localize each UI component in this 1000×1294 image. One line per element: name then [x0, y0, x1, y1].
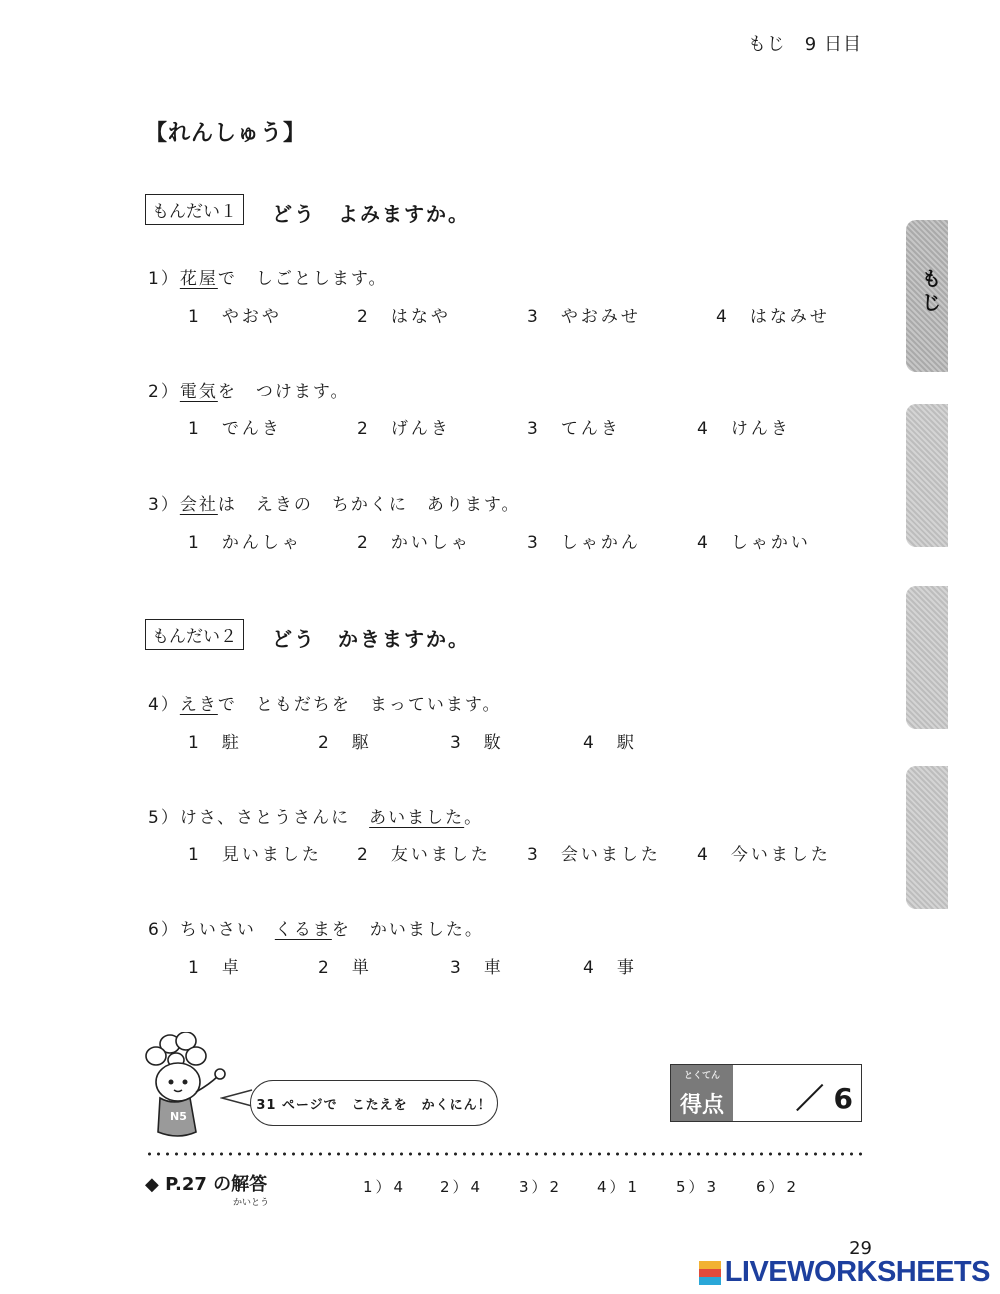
question-number: 6） [148, 920, 180, 940]
question-1 [148, 264, 387, 289]
section-title: 【れんしゅう】 [145, 121, 307, 146]
question-target: 花屋 [179, 269, 218, 289]
answer-6: 6）2 [756, 1178, 800, 1196]
question-2 [148, 377, 349, 402]
mondai2-label: もんだい２ [145, 619, 244, 650]
question-text: けさ、さとうさんに [179, 808, 370, 828]
option-1-4[interactable]: 4 はなみせ [716, 307, 830, 327]
answer-2: 2）4 [440, 1178, 484, 1196]
score-label-text: 得点 [679, 1093, 724, 1118]
mondai2-instruction: どう かきますか。 [272, 627, 470, 651]
option-2-2[interactable]: 2 げんき [357, 419, 451, 439]
question-target: あいました [369, 808, 465, 828]
watermark [699, 1256, 990, 1289]
score-ruby: とくてん [683, 1071, 720, 1081]
question-text: を かいました。 [331, 920, 484, 940]
option-5-3[interactable]: 3 会いました [527, 845, 661, 865]
option-5-4[interactable]: 4 今いました [697, 845, 831, 865]
mondai1-instruction: どう よみますか。 [272, 202, 470, 226]
mascot-illustration [138, 1032, 230, 1144]
dotted-divider [145, 1151, 865, 1157]
question-6 [148, 915, 484, 940]
option-2-1[interactable]: 1 でんき [188, 419, 282, 439]
answer-3: 3）2 [519, 1178, 563, 1196]
side-tab-4[interactable] [906, 766, 948, 909]
option-5-2[interactable]: 2 友いました [357, 845, 491, 865]
option-4-1[interactable]: 1 駐 [188, 733, 242, 753]
page-header: もじ 9 日目 [747, 34, 862, 55]
mascot-badge: N5 [170, 1110, 187, 1123]
option-6-4[interactable]: 4 事 [583, 958, 637, 978]
watermark-text: LIVEWORKSHEETS [724, 1256, 990, 1288]
side-tab-moji[interactable] [906, 220, 948, 372]
speech-bubble-tail [220, 1088, 254, 1108]
answers-title: ◆ P.27 の解答 [145, 1174, 268, 1195]
option-3-2[interactable]: 2 かいしゃ [357, 533, 471, 553]
option-6-2[interactable]: 2 単 [318, 958, 372, 978]
option-2-3[interactable]: 3 てんき [527, 419, 621, 439]
answer-1: 1）4 [363, 1178, 407, 1196]
question-target: 会社 [179, 495, 218, 515]
option-3-4[interactable]: 4 しゃかい [697, 533, 811, 553]
option-1-3[interactable]: 3 やおみせ [527, 307, 641, 327]
side-tab-2[interactable] [906, 404, 948, 547]
option-4-3[interactable]: 3 駇 [450, 733, 504, 753]
question-5 [148, 803, 483, 828]
question-target: 電気 [179, 382, 218, 402]
score-label [671, 1065, 733, 1121]
question-number: 1） [148, 269, 180, 289]
option-2-4[interactable]: 4 けんき [697, 419, 791, 439]
mondai1-label: もんだい１ [145, 194, 244, 225]
question-3 [148, 490, 520, 515]
option-4-4[interactable]: 4 駅 [583, 733, 637, 753]
page-number: 29 [849, 1238, 872, 1259]
option-1-2[interactable]: 2 はなや [357, 307, 451, 327]
question-text: は えきの ちかくに あります。 [217, 495, 521, 515]
score-box [670, 1064, 862, 1122]
answer-5: 5）3 [676, 1178, 720, 1196]
liveworksheets-logo-icon [699, 1261, 721, 1285]
side-tab-label: もじ [918, 268, 942, 316]
question-target: くるま [274, 920, 332, 940]
answer-4: 4）1 [597, 1178, 641, 1196]
score-total: ／ 6 [795, 1082, 853, 1115]
option-3-1[interactable]: 1 かんしゃ [188, 533, 302, 553]
option-1-1[interactable]: 1 やおや [188, 307, 282, 327]
question-number: 2） [148, 382, 180, 402]
answers-ruby: かいとう [233, 1198, 270, 1208]
question-text: を つけます。 [217, 382, 350, 402]
speech-bubble: 31 ページで こたえを かくにん！ [250, 1080, 498, 1126]
question-number: 5） [148, 808, 180, 828]
option-6-3[interactable]: 3 車 [450, 958, 504, 978]
question-text: ちいさい [179, 920, 275, 940]
question-number: 4） [148, 695, 180, 715]
question-4 [148, 690, 501, 715]
question-text: で しごとします。 [217, 269, 388, 289]
option-4-2[interactable]: 2 駆 [318, 733, 372, 753]
option-6-1[interactable]: 1 卓 [188, 958, 242, 978]
option-5-1[interactable]: 1 見いました [188, 845, 322, 865]
option-3-3[interactable]: 3 しゃかん [527, 533, 641, 553]
side-tab-3[interactable] [906, 586, 948, 729]
question-number: 3） [148, 495, 180, 515]
question-text: で ともだちを まっています。 [217, 695, 502, 715]
question-text: 。 [464, 808, 484, 828]
question-target: えき [179, 695, 218, 715]
